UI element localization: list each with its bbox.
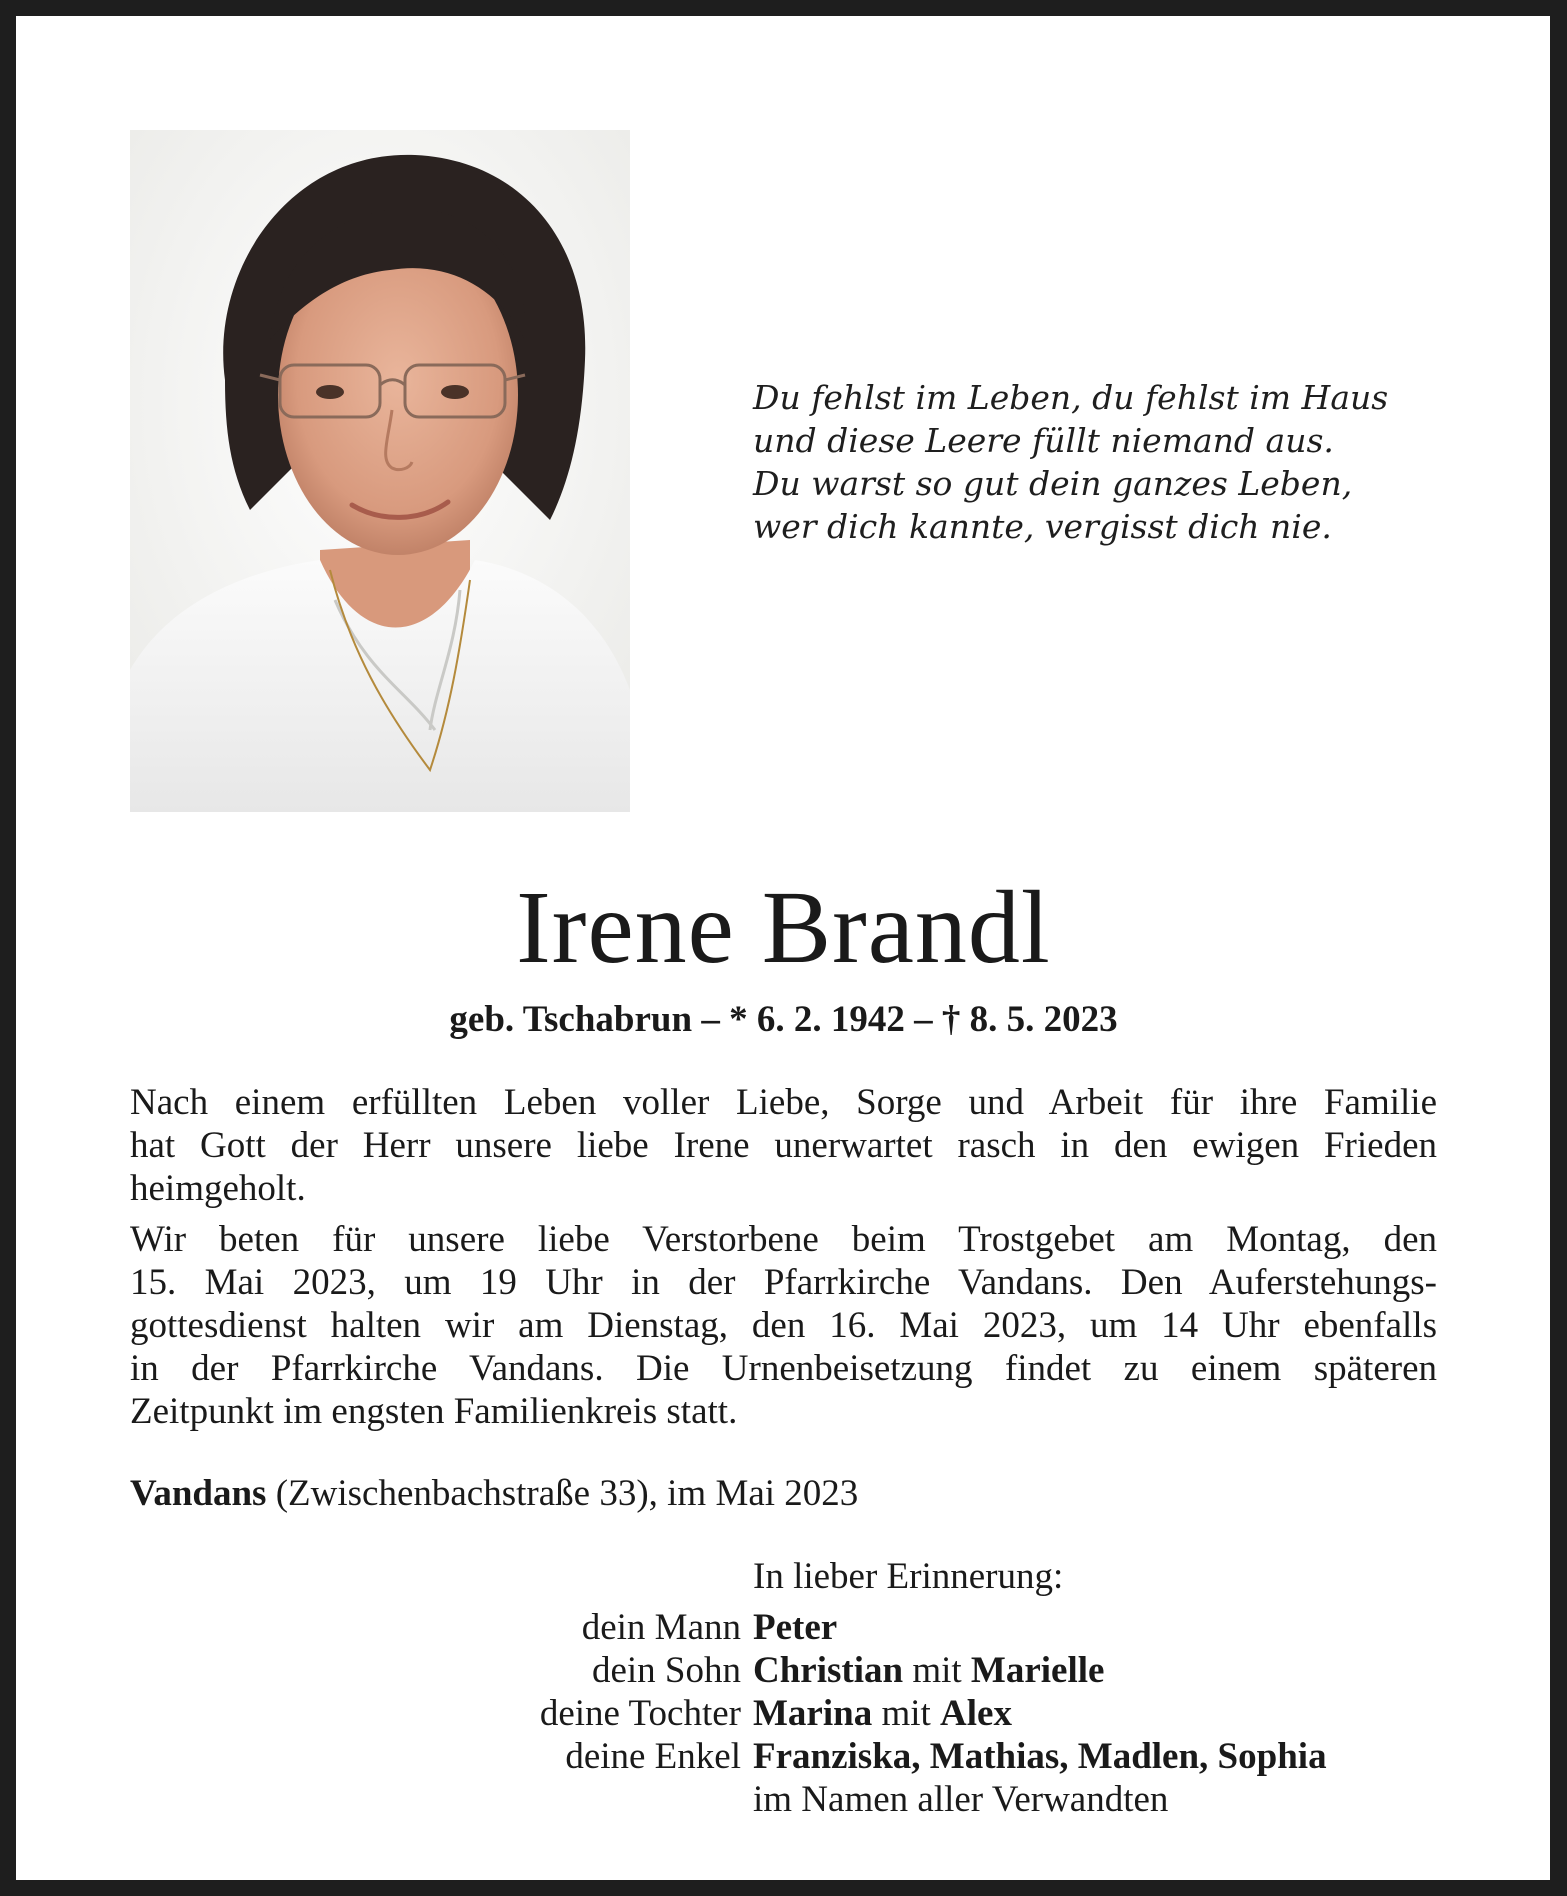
memorial-poem: [753, 376, 1433, 548]
family-row-closing: [0, 1778, 1567, 1821]
paragraph-2: [130, 1218, 1437, 1433]
place-date: [130, 1470, 858, 1518]
family-name: Alex: [940, 1693, 1012, 1734]
family-name: Marielle: [970, 1650, 1105, 1691]
text-line: gottesdienst halten wir am Dienstag, den 16. Mai 2023, um 14 Uhr ebenfalls: [130, 1305, 1437, 1346]
portrait-image: [130, 130, 630, 812]
address-date: (Zwischenbachstraße 33), im Mai 2023: [266, 1473, 859, 1514]
family-row-daughter: [0, 1692, 1567, 1735]
text-line: in der Pfarrkirche Vandans. Die Urnenbeisetzung findet zu einem späteren: [130, 1348, 1437, 1389]
family-names: [753, 1735, 1327, 1778]
relation-label: dein Sohn: [591, 1650, 741, 1691]
paragraph-1: [130, 1081, 1437, 1210]
poem-line: Du warst so gut dein ganzes Leben,: [753, 464, 1353, 503]
place-name: Vandans: [130, 1473, 267, 1514]
family-names: [753, 1606, 837, 1649]
poem-line: wer dich kannte, vergisst dich nie.: [753, 507, 1332, 546]
text-line: 15. Mai 2023, um 19 Uhr in der Pfarrkirche Vandans. Den Auferstehungs-: [130, 1262, 1437, 1303]
text-line: Zeitpunkt im engsten Familienkreis statt.: [130, 1391, 738, 1432]
family-list: [0, 1606, 1567, 1821]
family-name: Franziska, Mathias, Madlen, Sophia: [753, 1736, 1327, 1777]
signoff: In lieber Erinnerung:: [753, 1556, 1064, 1597]
family-row-husband: [0, 1606, 1567, 1649]
family-name: Peter: [753, 1607, 838, 1648]
announcement-text: [130, 1081, 1437, 1433]
poem-line: Du fehlst im Leben, du fehlst im Haus: [753, 378, 1389, 417]
text-line: hat Gott der Herr unsere liebe Irene unerwartet rasch in den ewigen Frieden: [130, 1125, 1437, 1166]
connector-text: mit: [872, 1693, 941, 1734]
family-names: [753, 1649, 1104, 1692]
closing-text: im Namen aller Verwandten: [753, 1779, 1169, 1820]
relation-label: deine Enkel: [565, 1736, 741, 1777]
family-row-grandchildren: [0, 1735, 1567, 1778]
birth-death-dates: geb. Tschabrun – * 6. 2. 1942 – † 8. 5. 2023: [449, 999, 1118, 1040]
relation-label: deine Tochter: [539, 1693, 741, 1734]
poem-line: und diese Leere füllt niemand aus.: [753, 421, 1334, 460]
relation-label: dein Mann: [581, 1607, 741, 1648]
text-line: heimgeholt.: [130, 1168, 306, 1209]
text-line: Nach einem erfüllten Leben voller Liebe, Sorge und Arbeit für ihre Familie: [130, 1082, 1437, 1123]
family-row-son: [0, 1649, 1567, 1692]
family-names: [753, 1692, 1012, 1735]
family-name: Marina: [753, 1693, 873, 1734]
portrait-photo: [130, 130, 630, 812]
deceased-name: Irene Brandl: [516, 870, 1051, 985]
connector-text: mit: [903, 1650, 971, 1691]
family-name: Christian: [753, 1650, 904, 1691]
text-line: Wir beten für unsere liebe Verstorbene beim Trostgebet am Montag, den: [130, 1219, 1437, 1260]
